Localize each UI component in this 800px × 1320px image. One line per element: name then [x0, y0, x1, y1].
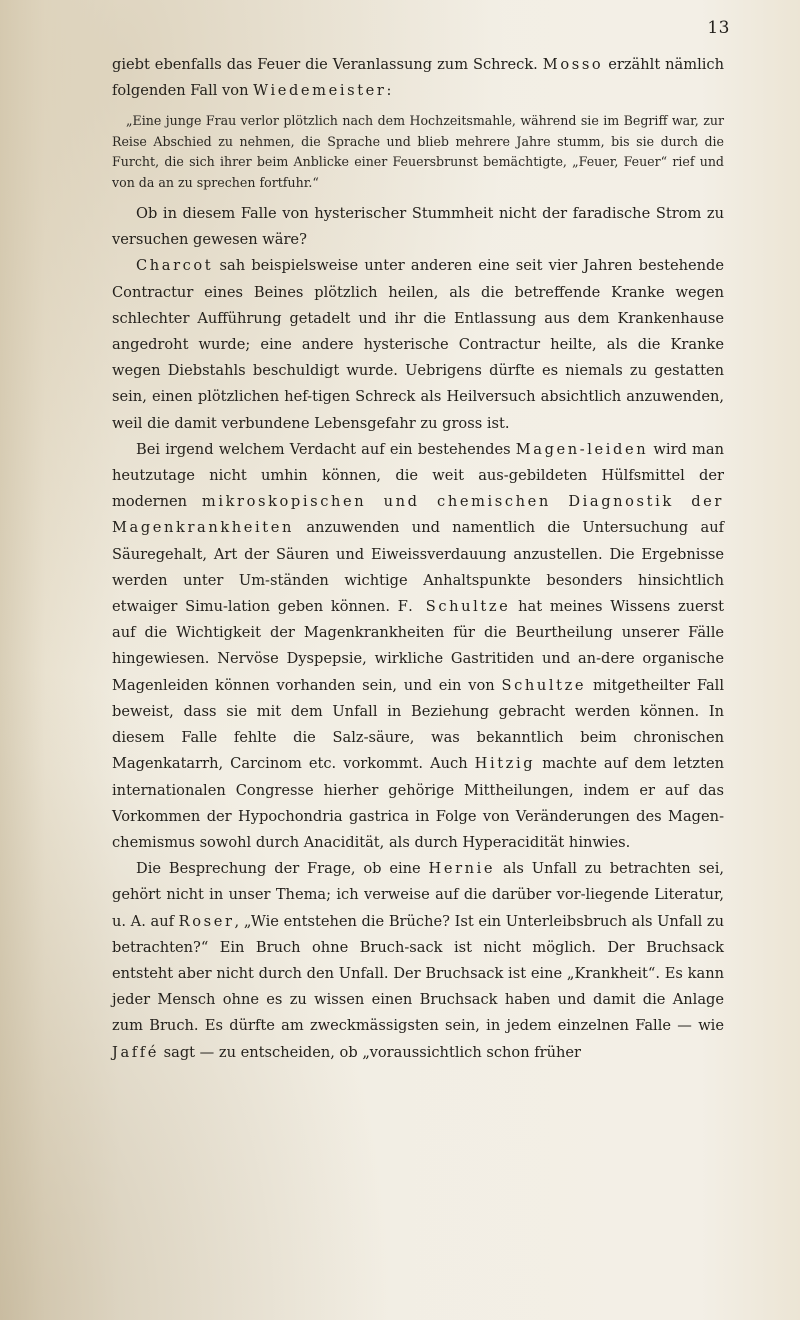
emphasis-term: Hernie — [428, 860, 496, 878]
author-name: Jaffé — [112, 1043, 159, 1061]
text-run: sah beispielsweise unter anderen eine seit vier Jahren bestehende Contractur eines Beines plötzlich heilen, als die betreffende Kranke wegen schlechter Aufführung getadelt und ihr die Entlassung aus dem Krankenhause angedroht wurde; eine andere hysterische Contractur heilte, als die Kranke wegen Diebstahls beschuldigt wurde. Uebrigens dürfte es niemals zu gestatten sein, einen plötzlichen hef-tigen Schreck als Heilversuch absichtlich anzuwenden, weil die damit verbundene Lebensgefahr zu gross ist. — [112, 257, 724, 432]
author-name: Schultze — [501, 676, 587, 694]
paragraph-hernie — [112, 856, 724, 1066]
author-name: F. Schultze — [397, 598, 511, 616]
text-run: Die Besprechung der Frage, ob eine — [136, 860, 429, 878]
text-run: machte auf dem letzten internationalen Congresse hierher gehörige Mittheilungen, indem er auf das Vorkommen der Hypochondria gastrica in Folge von Veränderungen des Magen-chemismus sowohl durch Anacidität, als durch Hyperacidität hinwies. — [112, 755, 724, 851]
emphasis-term: mikroskopischen und chemischen Diagnostik der Magenkrankheiten — [112, 493, 724, 537]
text-run: Bei irgend welchem Verdacht auf ein bestehendes — [136, 440, 516, 458]
text-run: , „Wie entstehen die Brüche? Ist ein Unterleibsbruch als Unfall zu betrachten?“ Ein Bruch ohne Bruch-sack ist nicht möglich. Der Bruchsack entsteht aber nicht durch den Unfall. Der Bruchsack ist eine „Krankheit“. Es kann jeder Mensch ohne es zu wissen einen Bruchsack haben und damit die Anlage zum Bruch. Es dürfte am zweckmässigsten sein, in jedem einzelnen Falle — wie — [112, 912, 724, 1035]
text-run: mitgetheilter Fall beweist, dass sie mit dem Unfall in Beziehung gebracht werden können. In diesem Falle fehlte die Salz-säure, was bekanntlich beim chronischen Magenkatarrh, Carcinom etc. vorkommt. Auch — [112, 676, 724, 773]
author-name: Hitzig — [474, 755, 536, 773]
paragraph-magenleiden — [112, 437, 724, 856]
text-run: anzuwenden und namentlich die Untersuchung auf Säuregehalt, Art der Säuren und Eiweissverdauung anzustellen. Die Ergebnisse werden unter Um-ständen wichtige Anhaltspunkte besonders hinsichtlich etwaiger Simu-lation geben können. — [112, 519, 724, 616]
author-name: Mosso — [542, 56, 604, 73]
paragraph-intro — [112, 52, 724, 104]
text-run: sagt — zu entscheiden, ob „voraussichtlich schon früher — [159, 1043, 582, 1061]
block-quote: „Eine junge Frau verlor plötzlich nach dem Hochzeitsmahle, während sie im Begriff war, zur Reise Abschied zu nehmen, die Sprache und blieb mehrere Jahre stumm, bis sie durch die Furcht, die sich ihrer beim Anblicke einer Feuersbrunst bemächtigte, „Feuer, Feuer“ rief und von da an zu sprechen fortfuhr.“ — [112, 113, 724, 190]
page-body — [112, 52, 724, 1066]
author-name: Charcot — [136, 257, 214, 275]
text-run: erzählt nämlich folgenden Fall von — [112, 56, 724, 100]
emphasis-term: Magen-leiden — [515, 440, 649, 458]
text-run: wird man heutzutage nicht umhin können, die weit aus-gebildeten Hülfsmittel der modernen — [112, 440, 724, 511]
text-run: als Unfall zu betrachten sei, gehört nicht in unser Thema; ich verweise auf die darüber vor-liegende Literatur, u. A. auf — [112, 860, 724, 930]
text-run: : — [386, 82, 392, 100]
page-number: 13 — [707, 18, 730, 38]
author-name: Wiedemeister — [253, 82, 387, 100]
paragraph-stummheit: Ob in diesem Falle von hysterischer Stummheit nicht der faradische Strom zu versuchen gewesen wäre? — [112, 205, 724, 249]
text-run: hat meines Wissens zuerst auf die Wichtigkeit der Magenkrankheiten für die Beurtheilung unserer Fälle hingewiesen. Nervöse Dyspepsie, wirkliche Gastritiden und an-dere organische Magenleiden können vorhanden sein, und ein von — [112, 598, 725, 694]
text-run: giebt ebenfalls das Feuer die Veranlassung zum Schreck. — [112, 56, 543, 73]
paragraph-charcot — [112, 253, 724, 436]
author-name: Roser — [178, 912, 235, 930]
